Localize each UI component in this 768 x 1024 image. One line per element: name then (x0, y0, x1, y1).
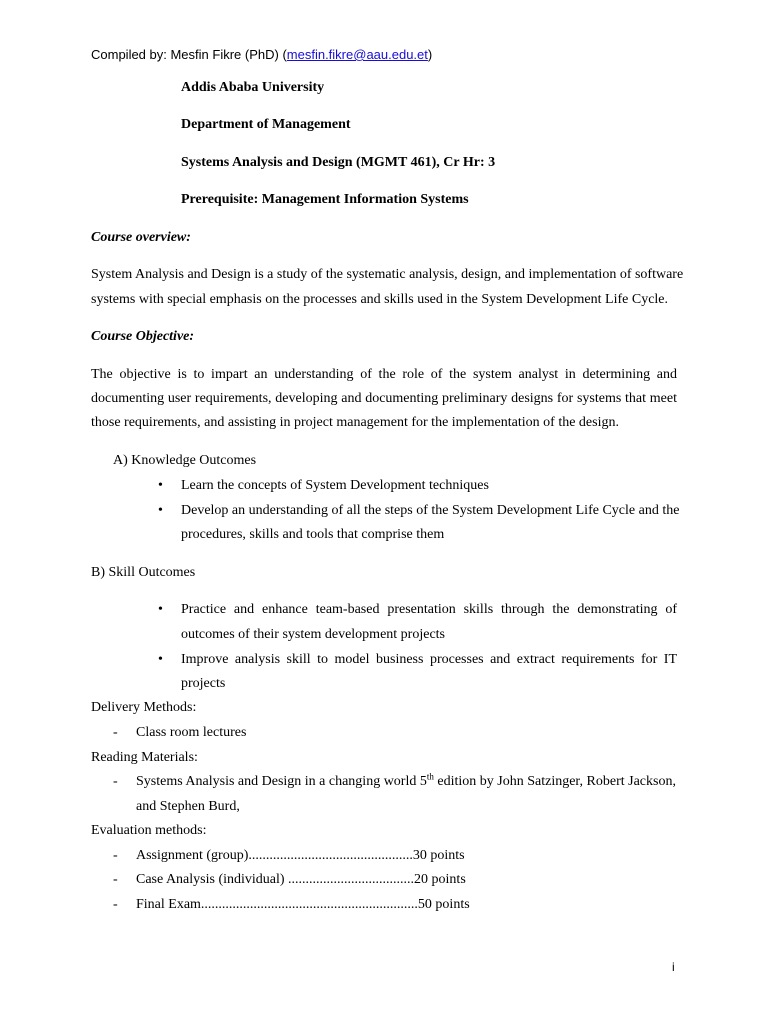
delivery-methods-label: Delivery Methods: (91, 700, 197, 715)
dash-marker: - (113, 872, 118, 887)
skill-bullet-1-line-2: outcomes of their system development projects (181, 627, 445, 642)
knowledge-outcomes-label: A) Knowledge Outcomes (113, 453, 257, 468)
knowledge-bullet-2-line-1: Develop an understanding of all the steps of the System Development Life Cycle and the (181, 503, 680, 518)
reading-item-1-line-2: and Stephen Burd, (136, 799, 240, 814)
skill-bullet-1-line-1: Practice and enhance team-based presentation skills through the demonstrating of (181, 602, 677, 617)
evaluation-item-assignment: Assignment (group)...............................................30 points (136, 848, 465, 863)
reading-item-text: Systems Analysis and Design in a changing world 5 (136, 774, 427, 789)
bullet-marker: • (158, 503, 163, 518)
knowledge-bullet-2-line-2: procedures, skills and tools that comprise them (181, 527, 445, 542)
author-email-link[interactable]: mesfin.fikre@aau.edu.et (286, 47, 428, 62)
reading-item-1-line-1 (136, 773, 676, 791)
bullet-marker: • (158, 652, 163, 667)
delivery-item-1: Class room lectures (136, 725, 247, 740)
university-name: Addis Ababa University (181, 80, 325, 95)
course-title: Systems Analysis and Design (MGMT 461), Cr Hr: 3 (181, 155, 496, 170)
overview-line-2: systems with special emphasis on the processes and skills used in the System Development Life Cycle. (91, 292, 669, 307)
skill-outcomes-label: B) Skill Outcomes (91, 565, 196, 580)
compiled-by-header (91, 46, 432, 64)
header-suffix: ) (427, 47, 433, 62)
course-overview-heading: Course overview: (91, 230, 191, 245)
skill-bullet-2-line-1: Improve analysis skill to model business processes and extract requirements for IT (181, 652, 677, 667)
evaluation-methods-label: Evaluation methods: (91, 823, 207, 838)
header-prefix: Compiled by: Mesfin Fikre (PhD) ( (91, 47, 287, 62)
knowledge-bullet-1: Learn the concepts of System Development techniques (181, 478, 489, 493)
objective-line-1: The objective is to impart an understanding of the role of the system analyst in determining and (91, 367, 677, 382)
dash-marker: - (113, 725, 118, 740)
ordinal-superscript: th (426, 771, 434, 782)
dash-marker: - (113, 848, 118, 863)
objective-line-3: those requirements, and assisting in project management for the implementation of the design. (91, 415, 619, 430)
course-objective-heading: Course Objective: (91, 329, 195, 344)
department-name: Department of Management (181, 117, 351, 132)
dash-marker: - (113, 774, 118, 789)
evaluation-item-final-exam: Final Exam..............................................................50 points (136, 897, 470, 912)
dash-marker: - (113, 897, 118, 912)
page-number: i (672, 960, 675, 974)
bullet-marker: • (158, 478, 163, 493)
overview-line-1: System Analysis and Design is a study of the systematic analysis, design, and implementation of software (91, 267, 684, 282)
bullet-marker: • (158, 602, 163, 617)
skill-bullet-2-line-2: projects (181, 676, 226, 691)
evaluation-item-case-analysis: Case Analysis (individual) ....................................20 points (136, 872, 466, 887)
reading-materials-label: Reading Materials: (91, 750, 198, 765)
reading-item-text-cont: edition by John Satzinger, Robert Jackson, (433, 774, 676, 789)
objective-line-2: documenting user requirements, developing and documenting preliminary designs for systems that meet (91, 391, 677, 406)
prerequisite: Prerequisite: Management Information Systems (181, 192, 469, 207)
